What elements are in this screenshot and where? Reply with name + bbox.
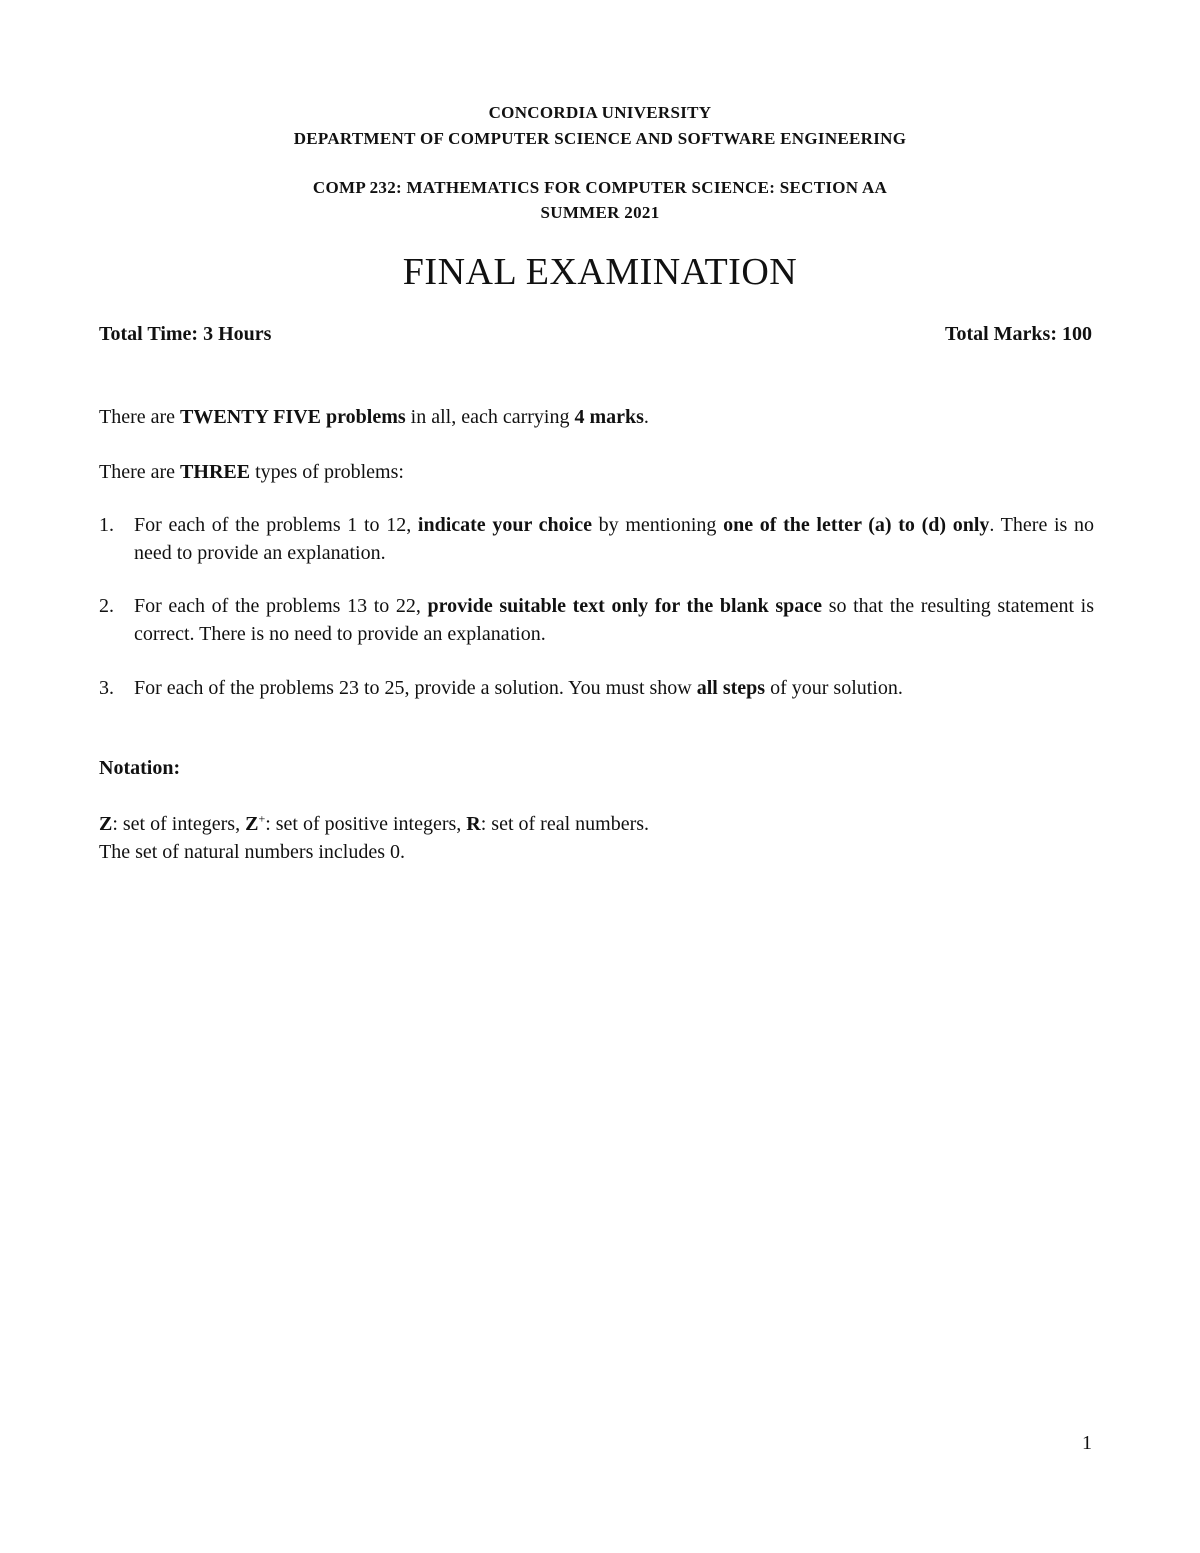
intro-text: types of problems: bbox=[250, 461, 404, 483]
instruction-list bbox=[99, 592, 1094, 648]
intro-text: There are bbox=[99, 461, 181, 483]
item-text: For each of the problems 1 to 12, bbox=[134, 514, 418, 536]
instruction-item bbox=[99, 592, 1094, 648]
item-text: For each of the problems 23 to 25, provide a solution. You must show bbox=[134, 677, 697, 699]
university-name: CONCORDIA UNIVERSITY bbox=[488, 103, 712, 122]
notation-block bbox=[99, 810, 649, 866]
plus-superscript: + bbox=[258, 811, 266, 826]
notation-line-2: The set of natural numbers includes 0. bbox=[99, 841, 406, 863]
item-text: so that the resulting statement is correct. There is no need to provide an explanation. bbox=[134, 595, 1094, 645]
department-name: DEPARTMENT OF COMPUTER SCIENCE AND SOFTWARE ENGINEERING bbox=[293, 129, 907, 148]
item-number: 1. bbox=[99, 514, 114, 536]
notation-line-1 bbox=[99, 810, 649, 838]
item-text: by mentioning bbox=[591, 514, 724, 536]
item-emphasis: provide suitable text only for the blank space bbox=[427, 595, 823, 617]
intro-emphasis: 4 marks bbox=[574, 406, 644, 428]
notation-heading: Notation: bbox=[99, 757, 181, 779]
item-text: . There is no need to provide an explanation. bbox=[134, 514, 1095, 564]
instruction-item bbox=[99, 674, 1094, 702]
page-title: FINAL EXAMINATION bbox=[402, 251, 798, 293]
page-number: 1 bbox=[1082, 1432, 1092, 1454]
item-text: of your solution. bbox=[765, 677, 903, 699]
intro-emphasis: THREE bbox=[180, 461, 251, 483]
item-emphasis: indicate your choice bbox=[417, 514, 592, 536]
intro-text: There are bbox=[99, 406, 181, 428]
total-marks: Total Marks: 100 bbox=[944, 323, 1092, 345]
total-time: Total Time: 3 Hours bbox=[99, 323, 272, 345]
intro-text: . bbox=[643, 406, 649, 428]
intro-text: in all, each carrying bbox=[405, 406, 575, 428]
instruction-item bbox=[99, 511, 1094, 567]
notation-text: : set of positive integers, bbox=[265, 813, 467, 835]
intro-problem-types bbox=[99, 458, 1094, 486]
intro-problem-count bbox=[99, 403, 1094, 431]
instruction-list bbox=[99, 674, 1094, 702]
intro-emphasis: TWENTY FIVE problems bbox=[180, 406, 406, 428]
exam-term: SUMMER 2021 bbox=[540, 203, 660, 222]
reals-symbol: R bbox=[466, 813, 481, 835]
item-text: For each of the problems 13 to 22, bbox=[134, 595, 428, 617]
item-number: 3. bbox=[99, 677, 114, 699]
instruction-list bbox=[99, 511, 1094, 567]
positive-integers-symbol: Z bbox=[245, 813, 259, 835]
notation-text: : set of integers, bbox=[112, 813, 246, 835]
item-emphasis: all steps bbox=[696, 677, 766, 699]
integers-symbol: Z bbox=[99, 813, 113, 835]
notation-text: : set of real numbers. bbox=[480, 813, 650, 835]
course-title: COMP 232: MATHEMATICS FOR COMPUTER SCIENCE: SECTION AA bbox=[312, 178, 888, 197]
item-number: 2. bbox=[99, 595, 114, 617]
item-emphasis: one of the letter (a) to (d) only bbox=[723, 514, 990, 536]
